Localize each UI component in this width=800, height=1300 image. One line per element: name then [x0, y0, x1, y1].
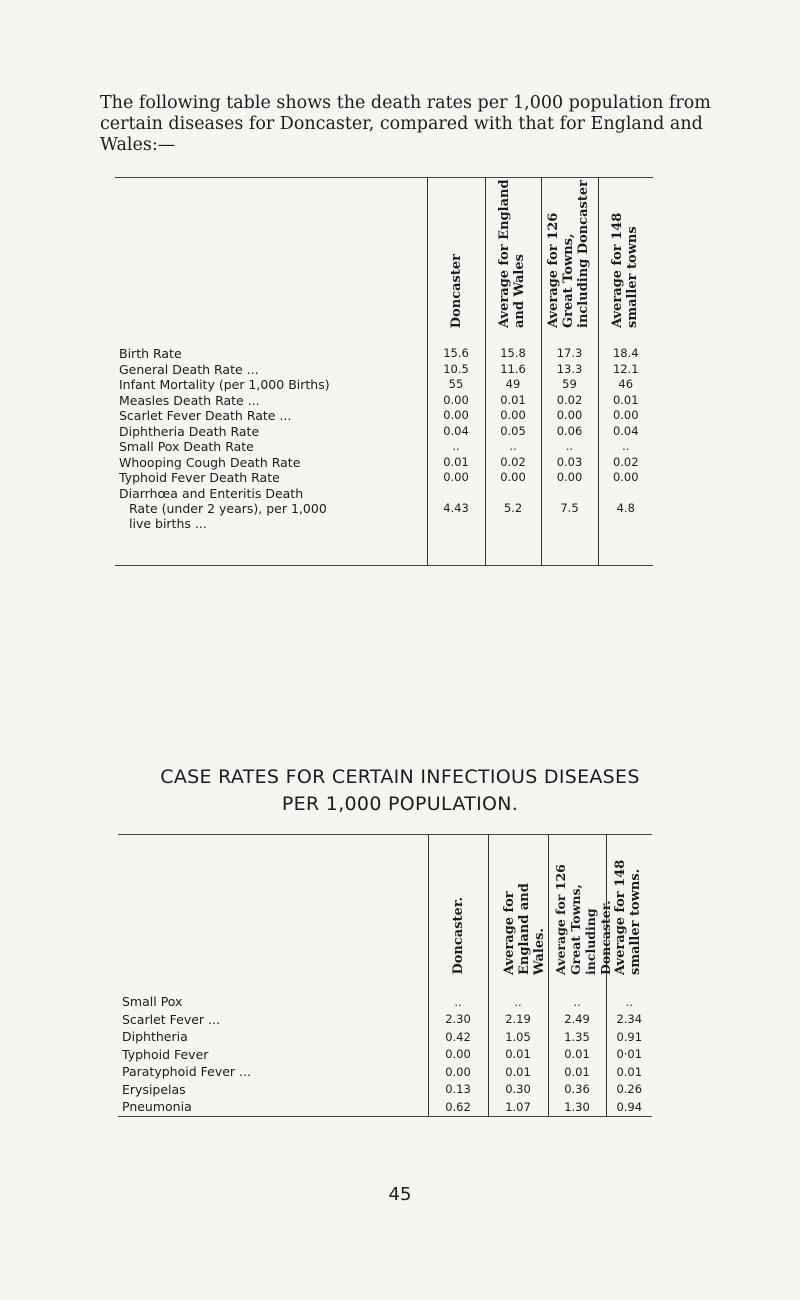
table-cell: 1.05	[488, 1028, 548, 1046]
table-cell: 0.02	[541, 393, 598, 409]
table-cell: 13.3	[541, 362, 598, 378]
table-cell: 4.43	[427, 501, 485, 516]
table-cell: 1.30	[548, 1098, 606, 1116]
table-cell: 0.01	[598, 393, 653, 409]
table-cell: 0.26	[606, 1081, 652, 1099]
table-cell: 0.30	[488, 1081, 548, 1099]
table-row	[118, 993, 652, 1011]
table-row	[118, 1046, 652, 1064]
table-cell: 46	[598, 377, 653, 393]
table-cell: 49	[485, 377, 541, 393]
row-label: Paratyphoid Fever ...	[122, 1064, 251, 1080]
table-cell: 2.34	[606, 1011, 652, 1029]
row-label: Measles Death Rate ...	[119, 392, 260, 408]
table-cell: 2.30	[428, 1011, 488, 1029]
row-label: Diarrhœa and Enteritis Death	[119, 485, 304, 501]
column-header: Doncaster.	[428, 835, 488, 986]
table-cell: 0.00	[427, 393, 485, 409]
table-cell: 0.42	[428, 1028, 488, 1046]
row-label: General Death Rate ...	[119, 361, 259, 377]
table-cell: 0.01	[606, 1063, 652, 1081]
table-cell: ..	[488, 993, 548, 1011]
column-header: Doncaster	[427, 178, 485, 339]
table-cell: 4.8	[598, 501, 653, 516]
row-label: Small Pox	[122, 994, 183, 1010]
table-cell: 0.01	[488, 1063, 548, 1081]
table-cell: ..	[427, 439, 485, 455]
table-header-row	[118, 835, 652, 986]
table-row	[115, 486, 653, 501]
table-cell: 0.01	[488, 1046, 548, 1064]
table-row	[115, 408, 653, 424]
table-cell: 15.8	[485, 346, 541, 362]
table-cell: 0.94	[606, 1098, 652, 1116]
table-row	[118, 1011, 652, 1029]
row-label: Rate (under 2 years), per 1,000	[129, 500, 327, 516]
table-cell: 0.13	[428, 1081, 488, 1099]
table-cell: 0.00	[598, 408, 653, 424]
row-label: Infant Mortality (per 1,000 Births)	[119, 377, 330, 393]
table-cell: 0.06	[541, 424, 598, 440]
table-cell: 0.00	[427, 470, 485, 486]
table-row	[115, 377, 653, 393]
table-cell: 2.49	[548, 1011, 606, 1029]
table-cell: ..	[541, 439, 598, 455]
table-row	[115, 393, 653, 409]
page-number: 45	[388, 1184, 412, 1205]
case-rates-heading: CASE RATES FOR CERTAIN INFECTIOUS DISEASES	[160, 766, 640, 788]
table-cell: 0.01	[485, 393, 541, 409]
table-cell: 55	[427, 377, 485, 393]
table-cell: 0.00	[541, 470, 598, 486]
table-cell: 0·01	[606, 1046, 652, 1064]
table-cell: 0.00	[428, 1063, 488, 1081]
table-cell: 10.5	[427, 362, 485, 378]
table-cell: 0.00	[428, 1046, 488, 1064]
row-label: Diphtheria	[122, 1029, 188, 1045]
table-cell: 59	[541, 377, 598, 393]
table-row	[115, 346, 653, 362]
row-label: live births ...	[129, 515, 207, 531]
row-label: Scarlet Fever ...	[122, 1011, 220, 1027]
table-cell: 18.4	[598, 346, 653, 362]
case-rates-table	[118, 834, 652, 1117]
table-row	[115, 501, 653, 516]
table-row	[115, 516, 653, 531]
table-cell: ..	[598, 439, 653, 455]
table-cell: ..	[428, 993, 488, 1011]
row-label: Pneumonia	[122, 1099, 192, 1115]
table-cell: 0.00	[485, 470, 541, 486]
table-row	[115, 455, 653, 471]
row-label: Scarlet Fever Death Rate ...	[119, 408, 292, 424]
table-cell: 0.01	[548, 1063, 606, 1081]
table-cell: 1.07	[488, 1098, 548, 1116]
table-row	[118, 1063, 652, 1081]
table-cell: ..	[548, 993, 606, 1011]
table-cell: 1.35	[548, 1028, 606, 1046]
row-label: Erysipelas	[122, 1081, 186, 1097]
row-label: Whooping Cough Death Rate	[119, 454, 301, 470]
column-header: Average for 148 smaller towns	[598, 178, 653, 339]
table-row	[118, 1098, 652, 1116]
table-row	[115, 439, 653, 455]
row-label: Small Pox Death Rate	[119, 439, 254, 455]
table-row	[115, 424, 653, 440]
row-label: Typhoid Fever	[122, 1046, 209, 1062]
table-cell: 0.62	[428, 1098, 488, 1116]
table-cell: 11.6	[485, 362, 541, 378]
table-cell: 15.6	[427, 346, 485, 362]
table-cell: 7.5	[541, 501, 598, 516]
case-rates-subheading: PER 1,000 POPULATION.	[281, 793, 519, 815]
table-cell: 5.2	[485, 501, 541, 516]
table-cell: ..	[485, 439, 541, 455]
table-row	[115, 470, 653, 486]
row-label: Birth Rate	[119, 346, 182, 362]
column-header: Average for 126 Great Towns, including Doncaster.	[548, 835, 606, 986]
table-cell: 0.05	[485, 424, 541, 440]
death-rates-table	[115, 177, 653, 566]
table-cell: 0.04	[598, 424, 653, 440]
row-label: Typhoid Fever Death Rate	[119, 470, 280, 486]
table-cell: 0.00	[598, 470, 653, 486]
table-cell: 0.00	[485, 408, 541, 424]
table-row	[118, 1028, 652, 1046]
table-cell: 0.02	[485, 455, 541, 471]
table-cell: 0.01	[427, 455, 485, 471]
table-row	[115, 362, 653, 378]
column-header: Average for 148 smaller towns.	[606, 835, 652, 986]
table-header-row	[115, 178, 653, 339]
table-cell: 0.03	[541, 455, 598, 471]
table-cell: 0.91	[606, 1028, 652, 1046]
table-cell: 0.02	[598, 455, 653, 471]
table-cell: ..	[606, 993, 652, 1011]
column-header: Average for England and Wales	[485, 178, 541, 339]
intro-paragraph: The following table shows the death rates per 1,000 population from certain diseases for Doncaster, compared with that for England and Wales:—	[100, 93, 711, 155]
table-cell: 0.04	[427, 424, 485, 440]
column-header: Average for 126 Great Towns, including Doncaster	[541, 178, 598, 339]
table-cell: 0.00	[541, 408, 598, 424]
column-header: Average for England and Wales.	[488, 835, 548, 986]
table-cell: 17.3	[541, 346, 598, 362]
table-cell: 0.36	[548, 1081, 606, 1099]
table-cell: 2.19	[488, 1011, 548, 1029]
table-cell: 0.00	[427, 408, 485, 424]
row-label: Diphtheria Death Rate	[119, 423, 260, 439]
table-cell: 0.01	[548, 1046, 606, 1064]
table-cell: 12.1	[598, 362, 653, 378]
table-row	[118, 1081, 652, 1099]
